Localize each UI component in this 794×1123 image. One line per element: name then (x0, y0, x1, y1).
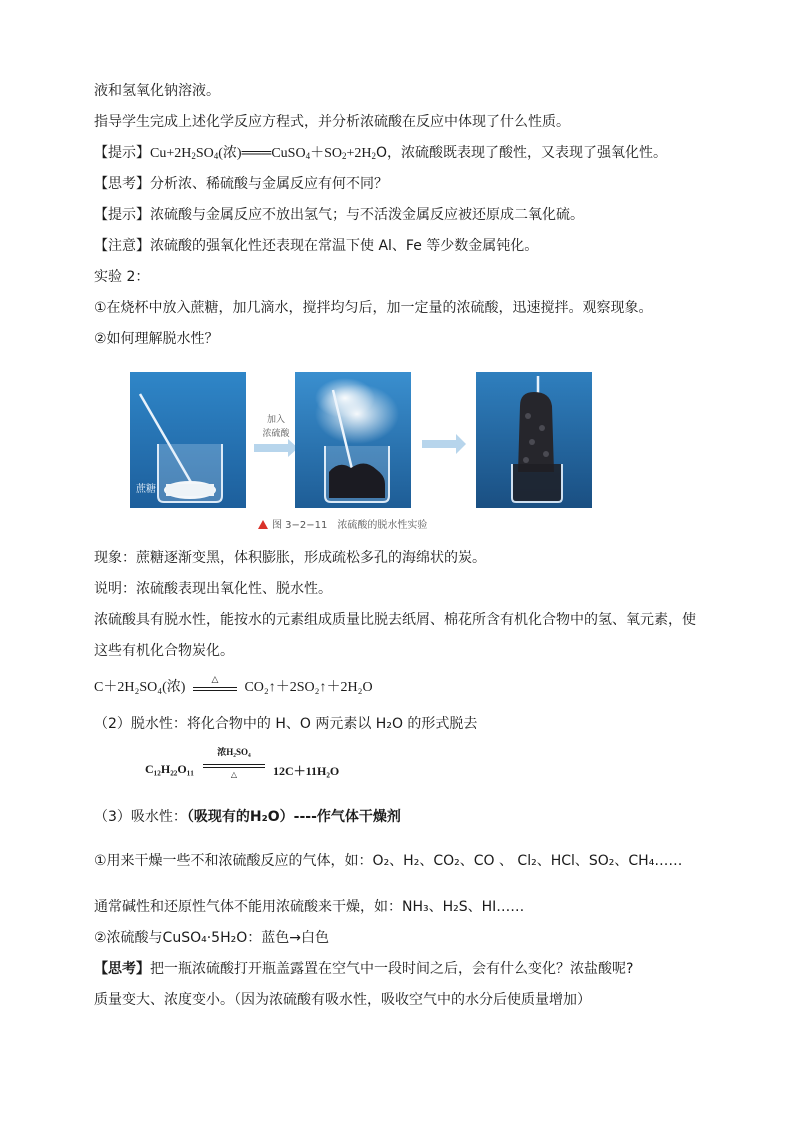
arrow-add-acid (254, 410, 294, 470)
text-line: 这些有机化合物炭化。 (94, 643, 234, 659)
heat-symbol: △ (211, 674, 219, 684)
equation-text: $Cu+2H_2SO_4$(浓)$═══CuSO_4+SO_2+2H_2$ (150, 146, 376, 161)
text-line: ①在烧杯中放入蔗糖，加几滴水，搅拌均匀后，加一定量的浓硫酸，迅速搅拌。观察现象。 (94, 300, 653, 316)
beaker-carbon-image (476, 372, 592, 508)
dehydration-figure (130, 370, 600, 532)
arrow-result (422, 432, 468, 456)
text-line: 质量变大、浓度变小。（因为浓硫酸有吸水性，吸收空气中的水分后使质量增加） (94, 992, 591, 1008)
text-line: ②浓硫酸与CuSO₄·5H₂O：蓝色→白色 (94, 930, 329, 946)
text-line: （2）脱水性：将化合物中的 H、O 两元素以 H₂O 的形式脱去 (94, 716, 478, 732)
tag-label: 【提示】 (94, 145, 150, 161)
beaker-reaction-image (295, 372, 411, 508)
equation-right: 12C＋11H₂O (273, 764, 340, 778)
text-line: 浓硫酸具有脱水性，能按水的元素组成质量比脱去纸屑、棉花所含有机化合物中的氢、氧元素，使 (94, 612, 696, 628)
equation-left: C＋2H₂SO₄(浓) (94, 680, 186, 695)
text-line: （3）吸水性：（吸现有的H₂O）----作气体干燥剂 (94, 809, 401, 825)
catalyst-label: 浓H₂SO₄ (217, 747, 251, 757)
equation-arrow (193, 674, 237, 697)
text-line: 【思考】把一瓶浓硫酸打开瓶盖露置在空气中一段时间之后，会有什么变化？浓盐酸呢? (94, 961, 634, 977)
text-line: 【提示】浓硫酸与金属反应不放出氢气；与不活泼金属反应被还原成二氧化硫。 (94, 207, 584, 223)
heat-symbol: △ (230, 770, 238, 779)
equation-sucrose (145, 745, 345, 785)
text-line: 【注意】浓硫酸的强氧化性还表现在常温下使 Al、Fe 等少数金属钝化。 (94, 238, 539, 254)
svg-text:加入: 加入 (266, 415, 286, 425)
text-line: ①用来干燥一些不和浓硫酸反应的气体，如：O₂、H₂、CO₂、CO 、 Cl₂、HCl、SO₂、CH₄…… (94, 853, 683, 869)
text-line: ②如何理解脱水性？ (94, 331, 219, 347)
text-line: 说明：浓硫酸表现出氧化性、脱水性。 (94, 581, 332, 597)
text-line: 液和氢氧化钠溶液。 (94, 83, 220, 99)
tag-label: 【思考】 (94, 961, 150, 977)
equation-carbon (94, 674, 373, 697)
equation-left: C₁₂H₂₂O₁₁ (145, 762, 194, 776)
svg-text:浓硫酸: 浓硫酸 (262, 429, 290, 439)
text-line: 指导学生完成上述化学反应方程式，并分析浓硫酸在反应中体现了什么性质。 (94, 114, 570, 130)
text-line: 【思考】分析浓、稀硫酸与金属反应有何不同？ (94, 176, 388, 192)
hint-line: 【提示】$Cu+2H_2SO_4$(浓)$═══CuSO_4+SO_2+2H_2O$，浓硫酸既表现了酸性，又表现了强氧化性。 (94, 145, 668, 161)
figure-caption: 图 3−2−11 浓硫酸的脱水性实验 (258, 516, 427, 531)
bold-text: （吸现有的H₂O）----作气体干燥剂 (186, 809, 401, 825)
equation-right: CO₂↑＋2SO₂↑＋2H₂O (244, 680, 373, 695)
text-line: 实验 2： (94, 269, 150, 285)
text-line: 现象：蔗糖逐渐变黑，体积膨胀，形成疏松多孔的海绵状的炭。 (94, 550, 486, 566)
triangle-icon (258, 520, 268, 529)
text-line: 通常碱性和还原性气体不能用浓硫酸来干燥，如：NH₃、H₂S、HI…… (94, 899, 525, 915)
sugar-label: 蔗糖 (136, 484, 156, 495)
beaker-sugar-image (130, 372, 246, 508)
